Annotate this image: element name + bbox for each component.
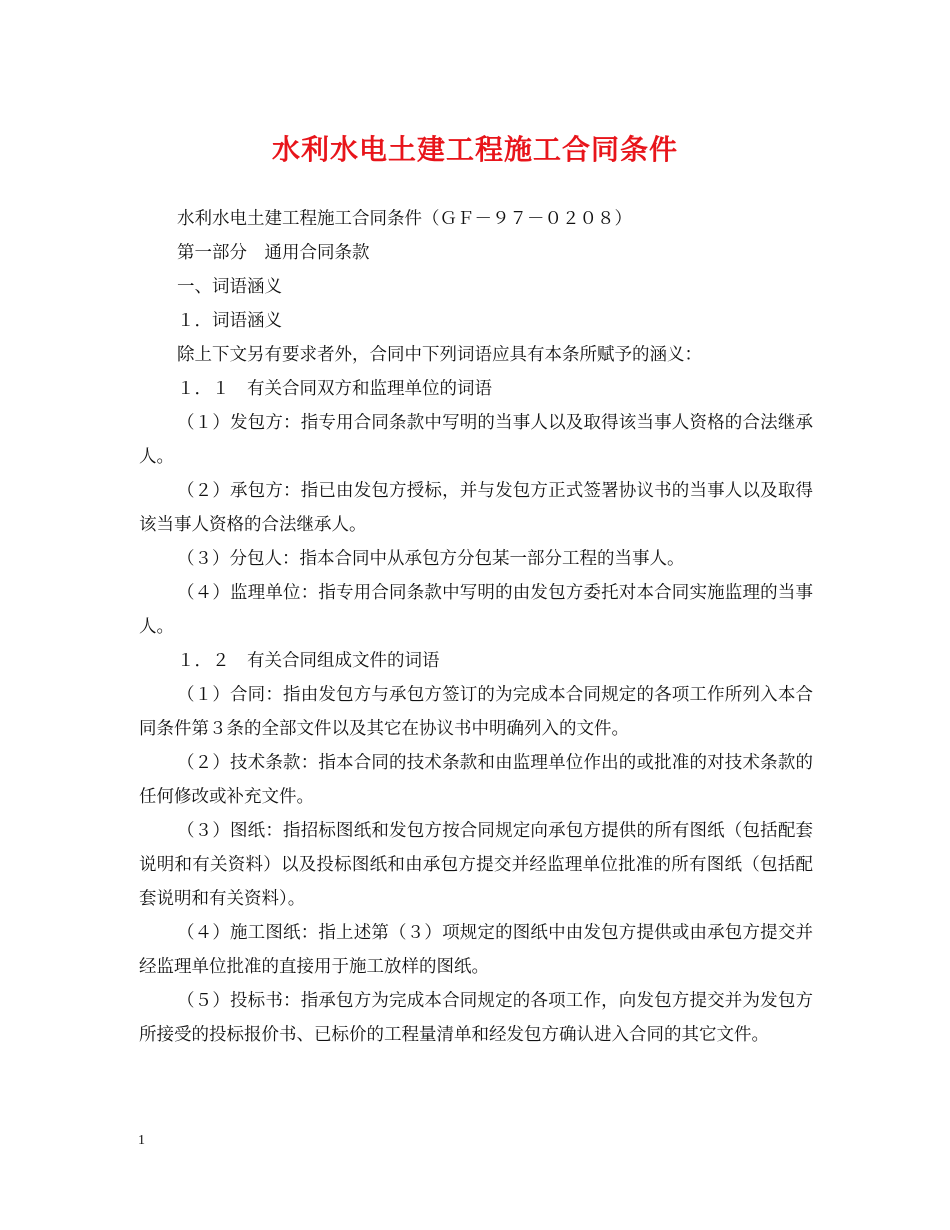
- document-body: [139, 202, 813, 1052]
- paragraph-section-title: 一、词语涵义: [177, 277, 282, 297]
- paragraph: （４）施工图纸：指上述第（３）项规定的图纸中由发包方提供或由承包方提交并经监理单位批准的直接用于施工放样的图纸。: [139, 923, 813, 977]
- document-title: 水利水电土建工程施工合同条件: [271, 133, 678, 166]
- paragraph: （３）分包人：指本合同中从承包方分包某一部分工程的当事人。: [177, 549, 685, 569]
- paragraph: （１）合同：指由发包方与承包方签订的为完成本合同规定的各项工作所列入本合同条件第３条的全部文件以及其它在协议书中明确列入的文件。: [139, 685, 813, 739]
- paragraph: （１）发包方：指专用合同条款中写明的当事人以及取得该当事人资格的合法继承人。: [139, 413, 813, 467]
- page-number: 1: [138, 1133, 145, 1148]
- paragraph: 除上下文另有要求者外，合同中下列词语应具有本条所赋予的涵义：: [177, 345, 702, 365]
- paragraph: （４）监理单位：指专用合同条款中写明的由发包方委托对本合同实施监理的当事人。: [139, 583, 813, 637]
- paragraph-subclause-title: １．１ 有关合同双方和监理单位的词语: [177, 379, 492, 399]
- paragraph-subclause-title: １．２ 有关合同组成文件的词语: [177, 651, 440, 671]
- paragraph: （２）技术条款：指本合同的技术条款和由监理单位作出的或批准的对技术条款的任何修改或补充文件。: [139, 753, 813, 807]
- paragraph: （２）承包方：指已由发包方授标，并与发包方正式签署协议书的当事人以及取得该当事人资格的合法继承人。: [139, 481, 813, 535]
- paragraph-part-title: 第一部分 通用合同条款: [177, 243, 370, 263]
- paragraph: （３）图纸：指招标图纸和发包方按合同规定向承包方提供的所有图纸（包括配套说明和有关资料）以及投标图纸和由承包方提交并经监理单位批准的所有图纸（包括配套说明和有关资料）。: [139, 821, 813, 909]
- paragraph-clause-title: １．词语涵义: [177, 311, 282, 331]
- paragraph: （５）投标书：指承包方为完成本合同规定的各项工作，向发包方提交并为发包方所接受的投标报价书、已标价的工程量清单和经发包方确认进入合同的其它文件。: [139, 991, 813, 1045]
- paragraph-heading: 水利水电土建工程施工合同条件（ＧＦ－９７－０２０８）: [177, 209, 632, 229]
